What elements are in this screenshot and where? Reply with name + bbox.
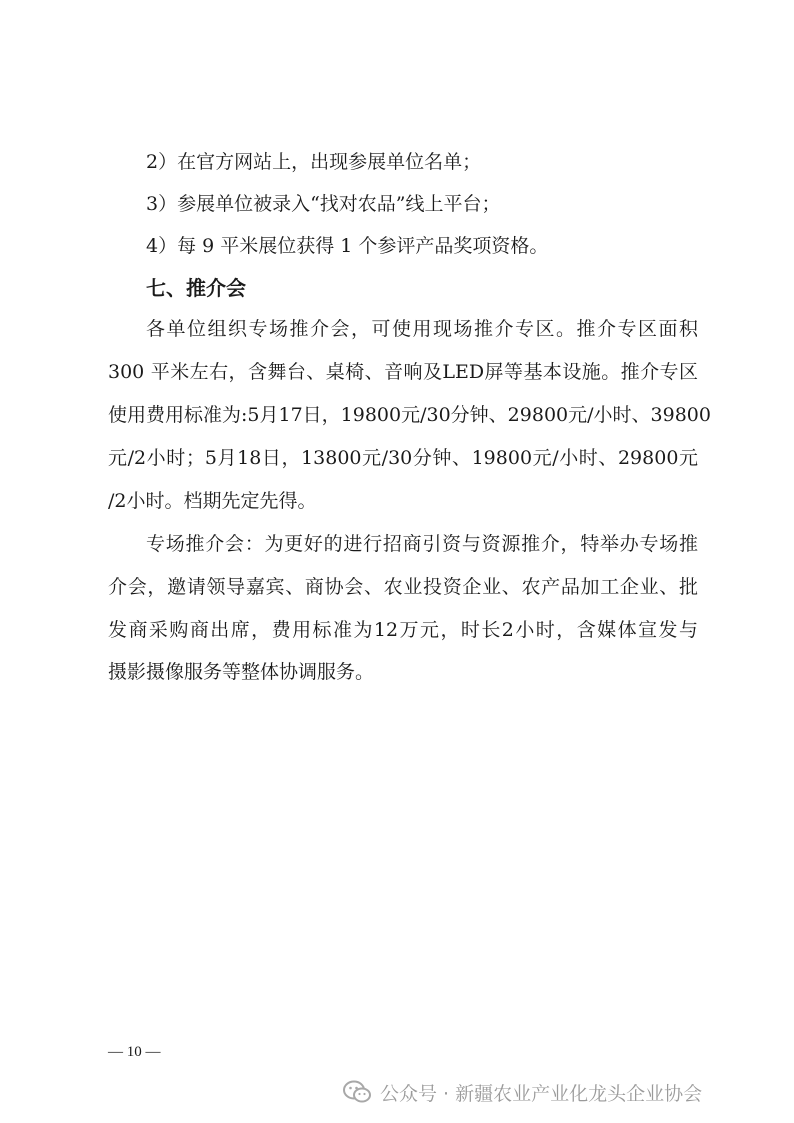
wechat-icon	[342, 1079, 372, 1105]
watermark-text: 公众号 · 新疆农业产业化龙头企业协会	[380, 1082, 703, 1105]
page-number: — 10 —	[108, 1044, 161, 1060]
paragraph-line: 介会，邀请领导嘉宾、商协会、农业投资企业、农产品加工企业、批	[108, 576, 698, 598]
paragraph-line: 专场推介会：为更好的进行招商引资与资源推介，特举办专场推	[146, 533, 698, 555]
paragraph-line: /2小时。档期先定先得。	[108, 490, 317, 512]
paragraph-line: 元/2小时；5月18日，13800元/30分钟、19800元/小时、29800元	[108, 447, 698, 469]
paragraph-line: 使用费用标准为:5月17日，19800元/30分钟、29800元/小时、39800	[108, 404, 711, 426]
list-item-4: 4）每 9 平米展位获得 1 个参评产品奖项资格。	[146, 235, 549, 257]
list-item-3: 3）参展单位被录入“找对农品”线上平台；	[146, 193, 501, 215]
paragraph-line: 各单位组织专场推介会，可使用现场推介专区。推介专区面积	[146, 318, 698, 340]
paragraph-line: 摄影摄像服务等整体协调服务。	[108, 661, 375, 683]
section-heading: 七、推介会	[146, 276, 246, 300]
watermark	[342, 1076, 702, 1108]
paragraph-line: 发商采购商出席，费用标准为12万元，时长2小时，含媒体宣发与	[108, 619, 698, 641]
paragraph-line: 300 平米左右，含舞台、桌椅、音响及LED屏等基本设施。推介专区	[108, 361, 698, 383]
list-item-2: 2）在官方网站上，出现参展单位名单；	[146, 151, 482, 173]
